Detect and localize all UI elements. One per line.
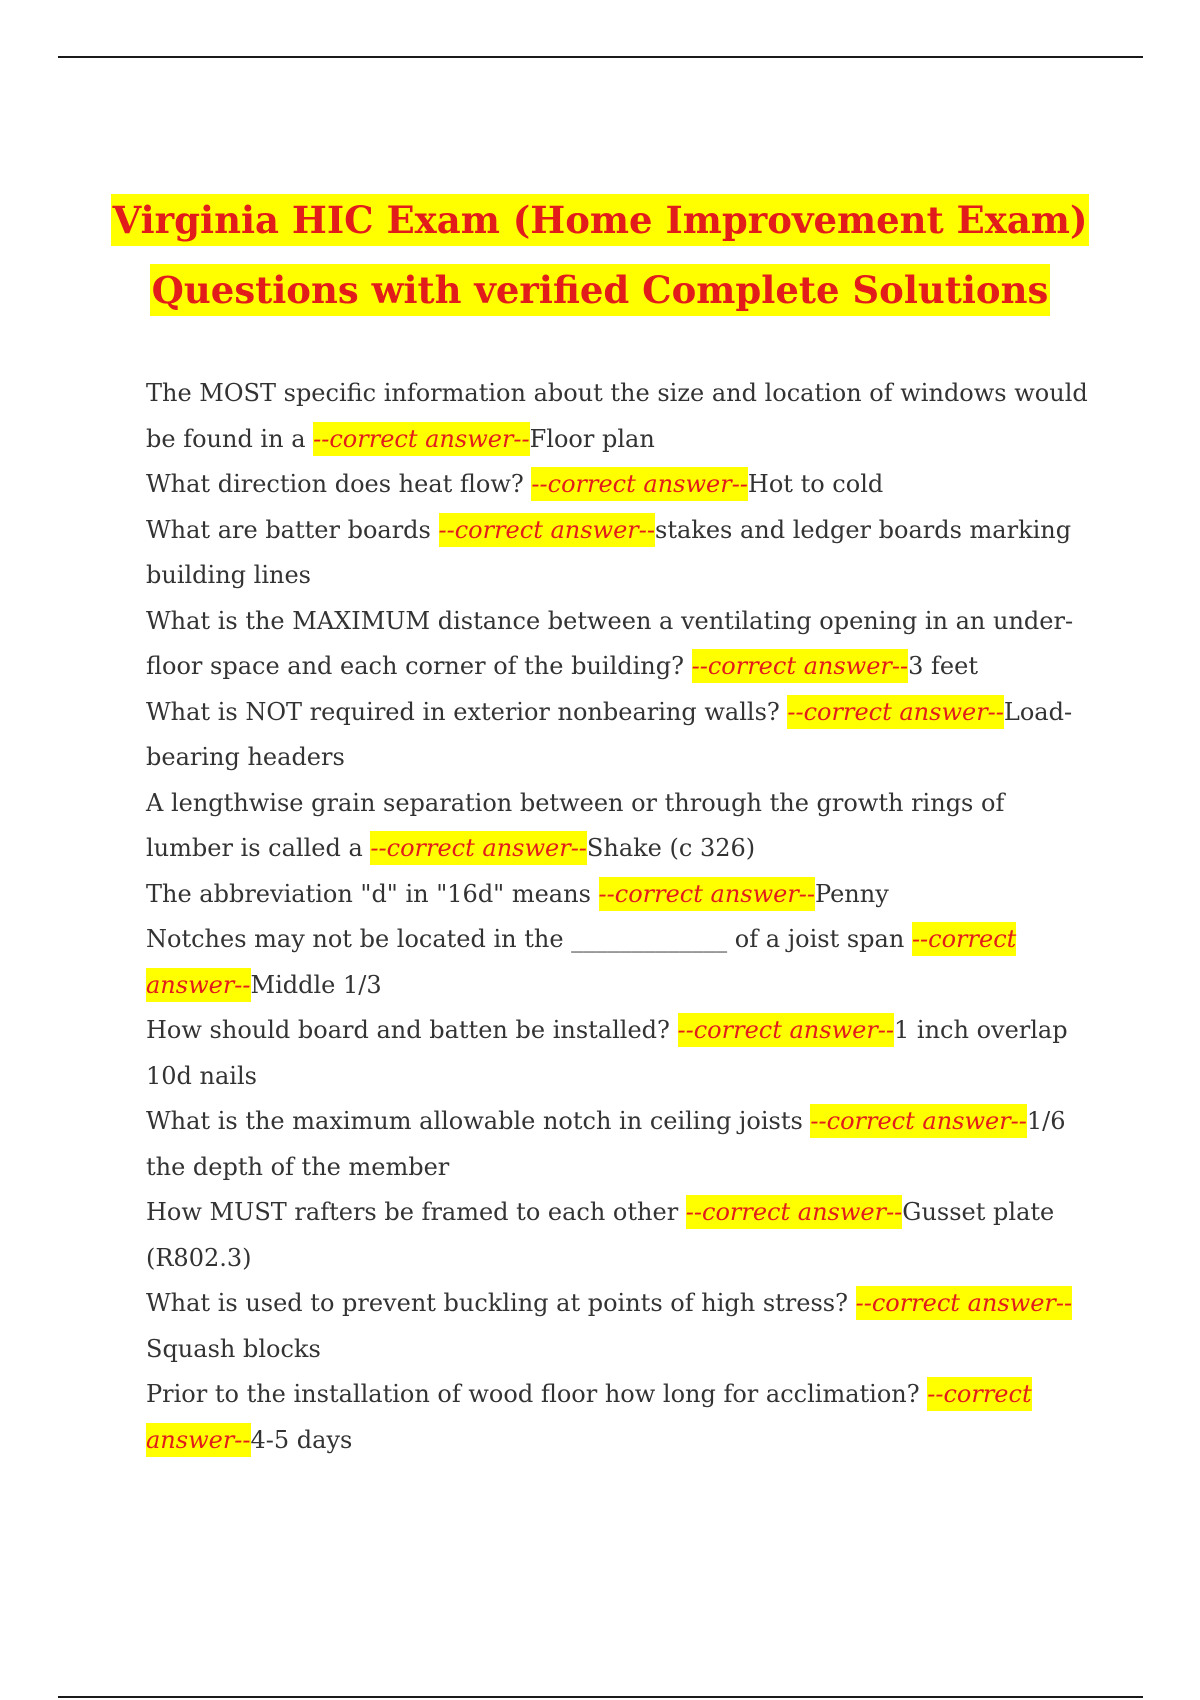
answer-marker: --correct answer-- <box>856 1286 1073 1320</box>
answer-text: Shake (c 326) <box>586 834 756 862</box>
question-text: A lengthwise grain separation between or through the growth rings of lumber is called a <box>146 788 1005 862</box>
answer-text: Floor plan <box>529 424 655 453</box>
document-title <box>0 185 1200 325</box>
qa-item <box>146 1008 1092 1099</box>
answer-marker: --correct answer-- <box>678 1013 895 1047</box>
question-text: What is NOT required in exterior nonbearing walls? <box>146 697 788 726</box>
question-text: How should board and batten be installed? <box>146 1016 678 1044</box>
question-text: The abbreviation "d" in "16d" means <box>146 879 599 908</box>
answer-marker: --correct answer-- <box>810 1104 1027 1138</box>
title-line-2: Questions with verified Complete Solutions <box>150 264 1051 316</box>
qa-list <box>146 371 1092 1463</box>
answer-text: Penny <box>815 879 889 908</box>
answer-marker: --correct answer-- <box>692 649 909 683</box>
answer-marker: --correct answer-- <box>787 695 1004 729</box>
answer-text: stakes and ledger boards marking building lines <box>146 515 1072 589</box>
question-text: What is used to prevent buckling at points of high stress? <box>146 1289 856 1317</box>
answer-text: Middle 1/3 <box>250 970 382 999</box>
qa-item <box>146 599 1092 690</box>
qa-item <box>146 1281 1092 1372</box>
answer-marker: --correct answer-- <box>531 467 748 501</box>
answer-text: Squash blocks <box>146 1334 321 1363</box>
question-text: Prior to the installation of wood floor how long for acclimation? <box>146 1380 928 1408</box>
answer-marker: --correct answer-- <box>370 831 587 865</box>
qa-item <box>146 917 1092 1008</box>
question-text: What are batter boards <box>146 515 439 544</box>
qa-item <box>146 462 1092 508</box>
qa-item <box>146 1099 1092 1190</box>
answer-text: 4-5 days <box>250 1425 353 1454</box>
question-text: How MUST rafters be framed to each other <box>146 1198 686 1226</box>
qa-item <box>146 690 1092 781</box>
answer-marker: --correct answer-- <box>599 877 816 911</box>
question-text: Notches may not be located in the _____________ of a joist span <box>146 925 912 953</box>
qa-item <box>146 508 1092 599</box>
question-text: What is the maximum allowable notch in ceiling joists <box>146 1107 811 1135</box>
answer-marker: --correct answer-- <box>686 1195 903 1229</box>
answer-text: 1 inch overlap 10d nails <box>146 1016 1068 1090</box>
answer-text: Load-bearing headers <box>146 697 1073 771</box>
qa-item <box>146 872 1092 918</box>
answer-marker: --correct answer-- <box>146 922 1016 1002</box>
question-text: What is the MAXIMUM distance between a ventilating opening in an under-floor space and each corner of the building? <box>146 606 1074 680</box>
answer-text: Hot to cold <box>747 470 884 498</box>
answer-text: 3 feet <box>908 652 978 680</box>
answer-text: Gusset plate (R802.3) <box>146 1198 1055 1272</box>
answer-marker: --correct answer-- <box>313 422 530 456</box>
question-text: The MOST specific information about the size and location of windows would be found in a <box>146 379 1088 453</box>
qa-item <box>146 781 1092 872</box>
answer-marker: --correct answer-- <box>146 1377 1032 1457</box>
footer-rule <box>58 1696 1143 1698</box>
qa-item <box>146 1372 1092 1463</box>
answer-marker: --correct answer-- <box>439 513 656 547</box>
title-line-1: Virginia HIC Exam (Home Improvement Exam) <box>111 194 1090 246</box>
qa-item <box>146 371 1092 462</box>
answer-text: 1/6 the depth of the member <box>146 1107 1066 1181</box>
question-text: What direction does heat flow? <box>146 470 532 498</box>
qa-item <box>146 1190 1092 1281</box>
header-rule <box>58 56 1143 58</box>
